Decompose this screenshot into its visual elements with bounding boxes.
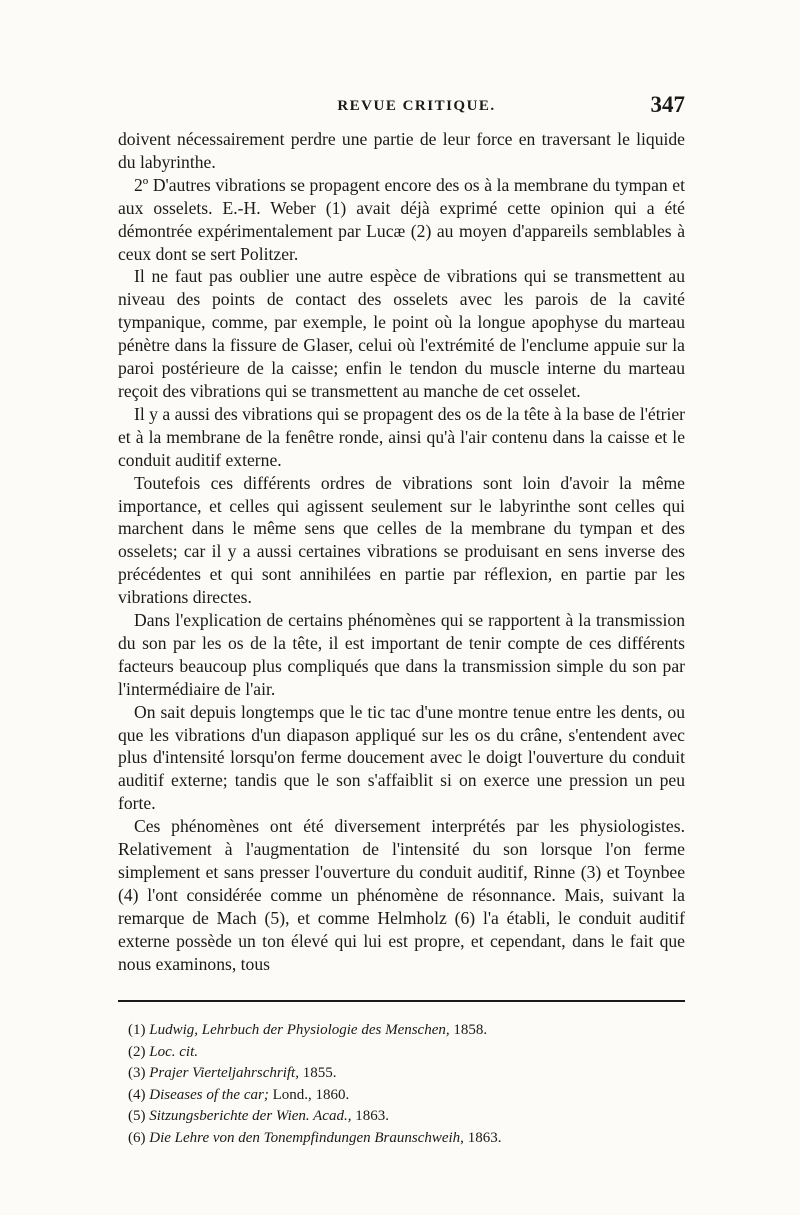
- footnotes: [128, 1020, 688, 1149]
- footnote-item: [128, 1042, 688, 1064]
- paragraph: Dans l'explication de certains phénomènes qui se rapportent à la transmission du son par les os de la tête, il est important de tenir compte de ces différents facteurs beaucoup plus compliqués que dans la transmission simple du son par l'intermédiaire de l'air.: [118, 610, 685, 699]
- footnote-item: [128, 1085, 688, 1107]
- footnote-title: Loc. cit.: [149, 1043, 198, 1060]
- paragraph: On sait depuis longtemps que le tic tac d'une montre tenue entre les dents, ou que les vibrations d'un diapason appliqué sur les os du crâne, s'entendent avec plus d'intensité lorsqu'on ferme doucement avec le doigt l'ouverture du conduit auditif externe; tandis que le son s'affaiblit si on exerce une pression un peu forte.: [118, 701, 685, 814]
- body-text: [118, 128, 685, 976]
- footnote-rest: 1863.: [463, 1129, 502, 1146]
- footnote-title: Sitzungsberichte der Wien. Acad.,: [149, 1108, 352, 1124]
- footnote-item: [128, 1128, 688, 1150]
- footnote-item: [128, 1020, 688, 1042]
- footnote-marker: (4): [128, 1086, 146, 1103]
- running-head: [118, 92, 685, 122]
- footnote-item: [128, 1106, 688, 1128]
- footnote-rest: Lond., 1860.: [268, 1086, 350, 1103]
- footnote-marker: (1): [128, 1022, 146, 1038]
- footnote-title: Die Lehre von den Tonempfindungen Braunschweih,: [149, 1129, 464, 1146]
- running-title: REVUE CRITIQUE.: [337, 98, 496, 114]
- footnote-rest: 1858.: [449, 1022, 488, 1038]
- footnote-rest: 1863.: [351, 1108, 389, 1124]
- paragraph: Il y a aussi des vibrations qui se propagent des os de la tête à la base de l'étrier et à la membrane de la fenêtre ronde, ainsi qu'à l'air contenu dans la caisse et le conduit auditif externe.: [118, 403, 685, 470]
- footnote-marker: (6): [128, 1129, 146, 1146]
- footnote-marker: (5): [128, 1108, 146, 1124]
- paragraph: Il ne faut pas oublier une autre espèce de vibrations qui se transmettent au niveau des points de contact des osselets avec les parois de la cavité tympanique, comme, par exemple, le point où la longue apophyse du marteau pénètre dans la fissure de Glaser, celui où l'extrémité de l'enclume appuie sur la paroi postérieure de la caisse; enfin le tendon du muscle interne du marteau reçoit des vibrations qui se transmettent au manche de cet osselet.: [118, 266, 685, 401]
- paragraph: doivent nécessairement perdre une partie de leur force en traversant le liquide du labyrinthe.: [118, 129, 685, 172]
- page-number: 347: [650, 92, 685, 117]
- paragraph: 2º D'autres vibrations se propagent encore des os à la membrane du tympan et aux osselets. E.-H. Weber (1) avait déjà exprimé cette opinion qui a été démontrée expérimentalement par Lucæ (2) au moyen d'appareils semblables à ceux dont se sert Politzer.: [118, 174, 685, 264]
- footnote-title: Ludwig, Lehrbuch der Physiologie des Menschen,: [149, 1022, 450, 1038]
- footnote-rest: 1855.: [298, 1065, 337, 1081]
- paragraph: Ces phénomènes ont été diversement interprétés par les physiologistes. Relativement à l'augmentation de l'intensité du son lorsque l'on ferme simplement et sans presser l'ouverture du conduit auditif, Rinne (3) et Toynbee (4) l'ont considérée comme un phénomène de résonnance. Mais, suivant la remarque de Mach (5), et comme Helmholz (6) l'a établi, le conduit auditif externe possède un ton élevé qui lui est propre, et cependant, dans le fait que nous examinons, tous: [118, 816, 685, 974]
- paragraph: Toutefois ces différents ordres de vibrations sont loin d'avoir la même importance, et celles qui agissent seulement sur le labyrinthe sont celles qui marchent dans le même sens que celles de la membrane du tympan et des osselets; car il y a aussi certaines vibrations se produisant en sens inverse des précédentes et qui sont annihilées en partie par réflexion, en partie par les vibrations directes.: [118, 472, 685, 608]
- footnote-title: Diseases of the car;: [149, 1086, 269, 1103]
- footnote-item: [128, 1063, 688, 1085]
- footnote-marker: (2): [128, 1043, 146, 1060]
- footnote-title: Prajer Vierteljahrschrift,: [149, 1065, 299, 1081]
- footnote-rule: [118, 1000, 685, 1002]
- footnote-marker: (3): [128, 1065, 146, 1081]
